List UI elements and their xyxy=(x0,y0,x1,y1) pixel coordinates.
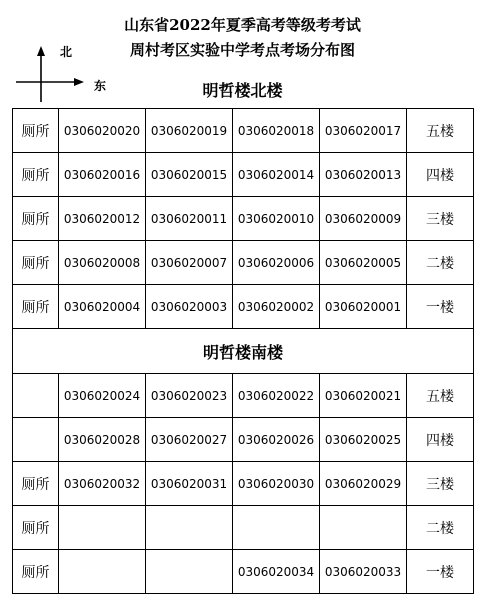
north-building-rows xyxy=(13,109,474,329)
floor-row xyxy=(13,506,474,550)
floor-label: 三楼 xyxy=(407,462,474,506)
exam-room-cell xyxy=(320,506,407,550)
exam-room-cell: 0306020003 xyxy=(146,285,233,329)
north-building-title: 明哲楼北楼 xyxy=(202,81,283,100)
restroom-cell: 厕所 xyxy=(13,550,59,594)
exam-room-cell xyxy=(59,506,146,550)
floor-row xyxy=(13,550,474,594)
exam-room-cell: 0306020014 xyxy=(233,153,320,197)
exam-room-cell: 0306020024 xyxy=(59,374,146,418)
exam-room-cell: 0306020026 xyxy=(233,418,320,462)
exam-room-cell xyxy=(146,550,233,594)
exam-room-cell: 0306020007 xyxy=(146,241,233,285)
exam-room-cell: 0306020023 xyxy=(146,374,233,418)
exam-room-cell: 0306020033 xyxy=(320,550,407,594)
restroom-cell: 厕所 xyxy=(13,462,59,506)
floor-label: 一楼 xyxy=(407,285,474,329)
exam-room-cell: 0306020016 xyxy=(59,153,146,197)
restroom-cell xyxy=(13,418,59,462)
exam-room-cell: 0306020013 xyxy=(320,153,407,197)
floor-label: 一楼 xyxy=(407,550,474,594)
exam-room-cell: 0306020012 xyxy=(59,197,146,241)
floor-row xyxy=(13,374,474,418)
exam-room-cell: 0306020030 xyxy=(233,462,320,506)
floor-row xyxy=(13,462,474,506)
exam-room-cell: 0306020031 xyxy=(146,462,233,506)
exam-room-cell: 0306020011 xyxy=(146,197,233,241)
exam-room-cell xyxy=(233,506,320,550)
exam-room-cell: 0306020004 xyxy=(59,285,146,329)
exam-room-cell: 0306020028 xyxy=(59,418,146,462)
exam-room-cell: 0306020018 xyxy=(233,109,320,153)
exam-room-cell: 0306020017 xyxy=(320,109,407,153)
floor-label: 五楼 xyxy=(407,109,474,153)
floor-label: 二楼 xyxy=(407,241,474,285)
exam-room-cell: 0306020010 xyxy=(233,197,320,241)
restroom-cell xyxy=(13,374,59,418)
south-building-divider xyxy=(13,329,474,374)
document-title: 山东省2022年夏季高考等级考考试 xyxy=(124,16,361,34)
exam-room-cell: 0306020022 xyxy=(233,374,320,418)
floor-row xyxy=(13,197,474,241)
floor-row xyxy=(13,285,474,329)
exam-room-cell: 0306020009 xyxy=(320,197,407,241)
exam-room-cell: 0306020002 xyxy=(233,285,320,329)
restroom-cell: 厕所 xyxy=(13,197,59,241)
exam-room-cell: 0306020008 xyxy=(59,241,146,285)
restroom-cell: 厕所 xyxy=(13,241,59,285)
exam-room-cell: 0306020015 xyxy=(146,153,233,197)
floor-row xyxy=(13,153,474,197)
floor-row xyxy=(13,418,474,462)
exam-room-cell xyxy=(59,550,146,594)
exam-room-cell: 0306020001 xyxy=(320,285,407,329)
exam-room-cell: 0306020019 xyxy=(146,109,233,153)
exam-room-grid xyxy=(12,108,474,594)
exam-room-cell: 0306020020 xyxy=(59,109,146,153)
exam-room-cell: 0306020021 xyxy=(320,374,407,418)
restroom-cell: 厕所 xyxy=(13,506,59,550)
restroom-cell: 厕所 xyxy=(13,153,59,197)
document-subtitle: 周村考区实验中学考点考场分布图 xyxy=(129,41,355,59)
exam-room-cell: 0306020005 xyxy=(320,241,407,285)
restroom-cell: 厕所 xyxy=(13,109,59,153)
exam-room-cell: 0306020006 xyxy=(233,241,320,285)
exam-room-cell xyxy=(146,506,233,550)
floor-label: 四楼 xyxy=(407,418,474,462)
floor-row xyxy=(13,109,474,153)
floor-label: 二楼 xyxy=(407,506,474,550)
floor-label: 三楼 xyxy=(407,197,474,241)
restroom-cell: 厕所 xyxy=(13,285,59,329)
south-building-title: 明哲楼南楼 xyxy=(13,329,474,374)
floor-label: 四楼 xyxy=(407,153,474,197)
compass-north-label: 北 xyxy=(60,45,73,59)
exam-room-cell: 0306020032 xyxy=(59,462,146,506)
exam-room-cell: 0306020027 xyxy=(146,418,233,462)
south-building-rows xyxy=(13,374,474,594)
exam-room-cell: 0306020025 xyxy=(320,418,407,462)
floor-label: 五楼 xyxy=(407,374,474,418)
exam-room-cell: 0306020034 xyxy=(233,550,320,594)
floor-row xyxy=(13,241,474,285)
exam-room-cell: 0306020029 xyxy=(320,462,407,506)
compass-east-label: 东 xyxy=(94,79,107,93)
